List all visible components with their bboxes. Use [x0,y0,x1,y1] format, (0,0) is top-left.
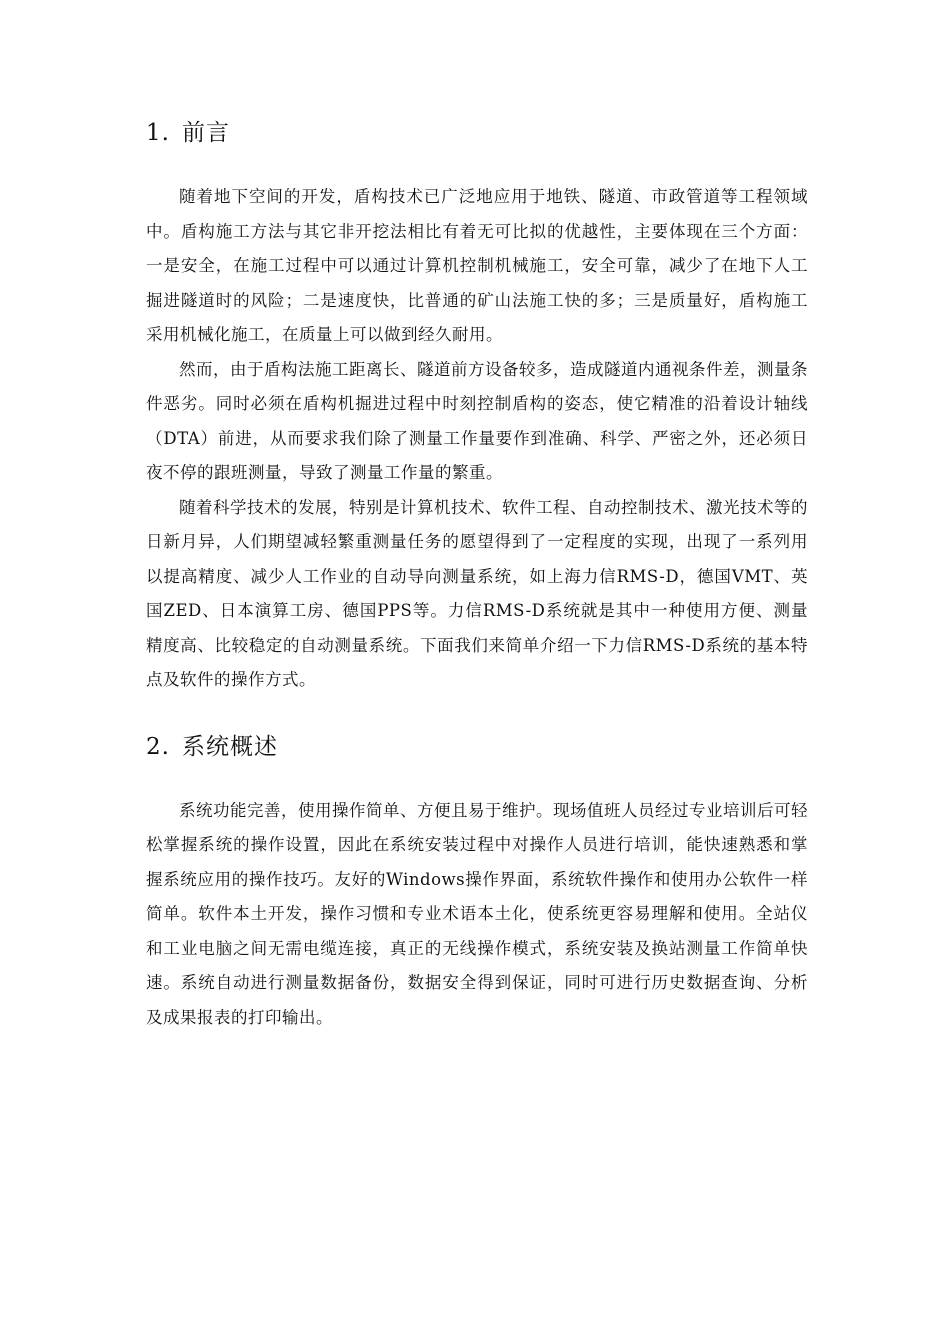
section-number: 1. [146,120,170,146]
section-title: 系统概述 [182,733,278,760]
section-title: 前言 [182,120,230,146]
paragraph: 系统功能完善，使用操作简单、方便且易于维护。现场值班人员经过专业培训后可轻松掌握系统的操作设置，因此在系统安装过程中对操作人员进行培训，能快速熟悉和掌握系统应用的操作技巧。友好的Windows操作界面，系统软件操作和使用办公软件一样简单。软件本土开发，操作习惯和专业术语本土化，使系统更容易理解和使用。全站仪和工业电脑之间无需电缆连接，真正的无线操作模式，系统安装及换站测量工作简单快速。系统自动进行测量数据备份，数据安全得到保证，同时可进行历史数据查询、分析及成果报表的打印输出。 [146,800,808,1027]
paragraph: 然而，由于盾构法施工距离长、隧道前方设备较多，造成隧道内通视条件差，测量条件恶劣。同时必须在盾构机掘进过程中时刻控制盾构的姿态，使它精准的沿着设计轴线（DTA）前进，从而要求我们除了测量工作量要作到准确、科学、严密之外，还必须日夜不停的跟班测量，导致了测量工作量的繁重。 [146,359,808,482]
section-number: 2. [146,733,170,760]
section-heading [146,112,808,154]
paragraph: 随着科学技术的发展，特别是计算机技术、软件工程、自动控制技术、激光技术等的日新月异，人们期望减轻繁重测量任务的愿望得到了一定程度的实现，出现了一系列用以提高精度、减少人工作业的自动导向测量系统，如上海力信RMS-D，德国VMT、英国ZED、日本演算工房、德国PPS等。力信RMS-D系统就是其中一种使用方便、测量精度高、比较稳定的自动测量系统。下面我们来简单介绍一下力信RMS-D系统的基本特点及软件的操作方式。 [146,497,808,689]
section-heading [146,726,808,768]
document-body [146,112,808,1035]
section-system-overview [146,726,808,1036]
section-preface [146,112,808,698]
paragraph: 随着地下空间的开发，盾构技术已广泛地应用于地铁、隧道、市政管道等工程领域中。盾构施工方法与其它非开挖法相比有着无可比拟的优越性，主要体现在三个方面：一是安全，在施工过程中可以通过计算机控制机械施工，安全可靠，减少了在地下人工掘进隧道时的风险；二是速度快，比普通的矿山法施工快的多；三是质量好，盾构施工采用机械化施工，在质量上可以做到经久耐用。 [146,187,808,344]
